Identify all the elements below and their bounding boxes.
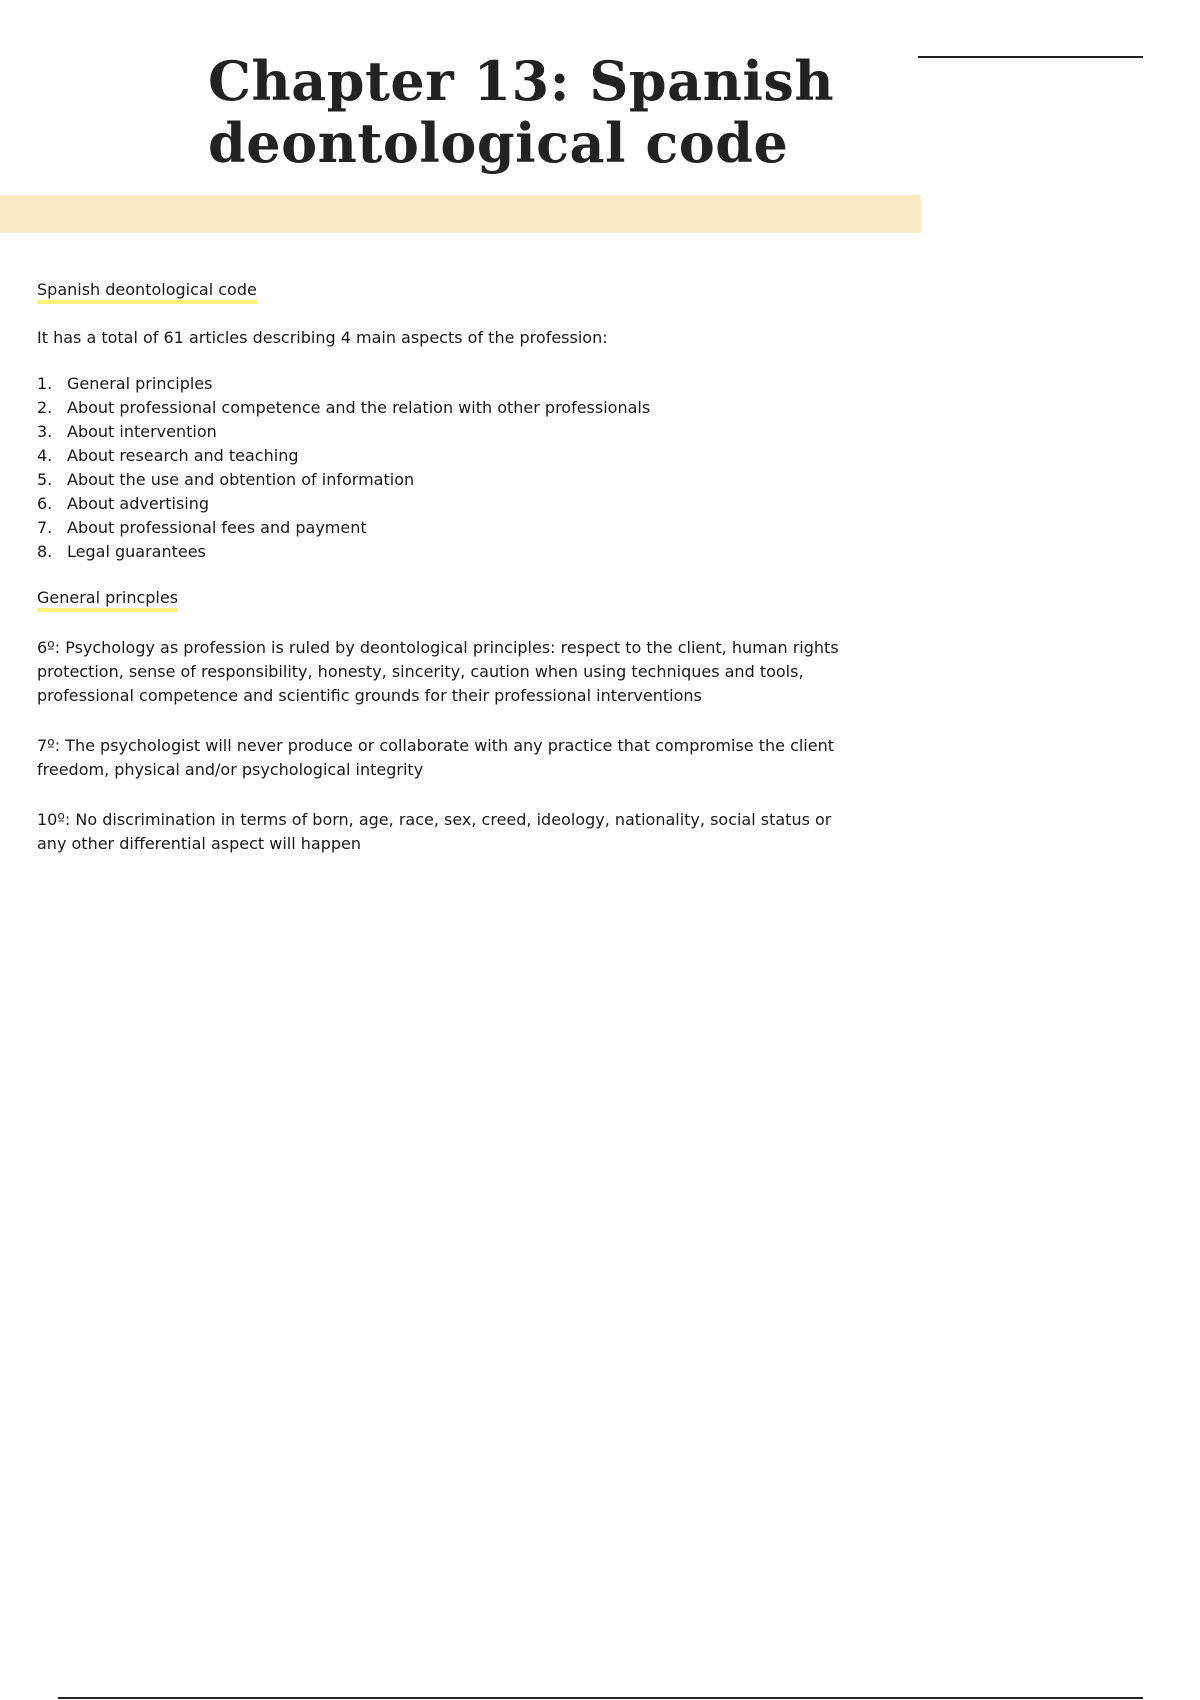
list-item-text: About intervention [67,422,217,441]
aspects-list [37,372,897,564]
bottom-rule [58,1697,1143,1699]
page-title [208,50,848,174]
list-item-text: About research and teaching [67,446,299,465]
list-item [37,372,897,396]
list-item-text: General principles [67,374,213,393]
list-item-text: Legal guarantees [67,542,206,561]
list-item [37,468,897,492]
list-item-number: 4. [37,446,53,465]
list-item-text: About professional competence and the relation with other professionals [67,398,651,417]
article-paragraph-7: 7º: The psychologist will never produce or collaborate with any practice that compromise the client freedom, physical and/or psychological integrity [37,736,835,779]
list-item-text: About professional fees and payment [67,518,367,537]
title-highlight-band [0,195,921,233]
article-paragraph-10: 10º: No discrimination in terms of born, age, race, sex, creed, ideology, nationality, social status or any other differential aspect will happen [37,810,832,853]
article-paragraph-6: 6º: Psychology as profession is ruled by deontological principles: respect to the client, human rights protection, sense of responsibility, honesty, sincerity, caution when using techniques and tools, professional competence and scientific grounds for their professional interventions [37,638,839,705]
list-item-number: 8. [37,542,53,561]
list-item-number: 2. [37,398,53,417]
list-item [37,420,897,444]
list-item-text: About the use and obtention of information [67,470,415,489]
list-item [37,516,897,540]
list-item-text: About advertising [67,494,210,513]
top-right-rule [918,56,1143,58]
document-body [37,278,897,856]
list-item [37,444,897,468]
list-item [37,492,897,516]
list-item-number: 6. [37,494,53,513]
section-heading-general-principles: General princples [37,586,178,612]
list-item-number: 3. [37,422,53,441]
intro-paragraph: It has a total of 61 articles describing 4 main aspects of the profession: [37,328,608,347]
list-item-number: 1. [37,374,53,393]
page-title-line-1: Chapter 13: Spanish [208,49,835,113]
list-item [37,396,897,420]
page-title-line-2: deontological code [208,111,789,175]
section-heading-spanish-code: Spanish deontological code [37,278,257,304]
list-item-number: 5. [37,470,53,489]
list-item-number: 7. [37,518,53,537]
list-item [37,540,897,564]
